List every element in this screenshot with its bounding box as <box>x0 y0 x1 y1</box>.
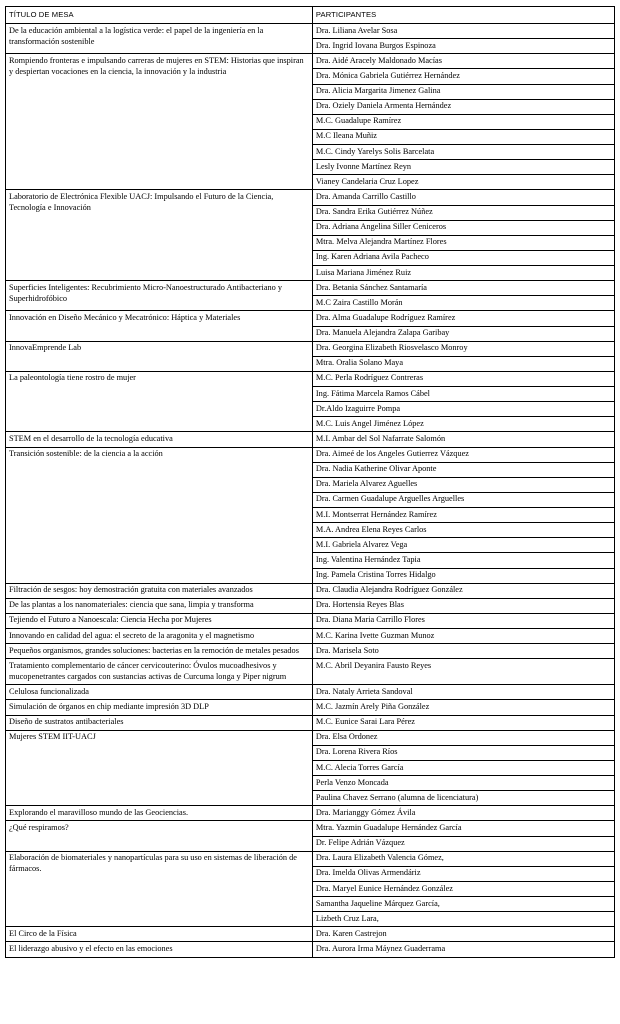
participant-name: Dra. Carmen Guadalupe Arguelles Arguelles <box>315 494 465 504</box>
participant-name: Dra. Claudia Alejandra Rodríguez González <box>315 585 463 595</box>
mesa-title-text: El Circo de la Física <box>9 928 77 938</box>
mesa-title-cell <box>6 190 313 281</box>
participant-cell <box>312 745 614 760</box>
participant-cell <box>312 700 614 715</box>
participant-cell <box>312 341 614 356</box>
mesa-title-cell <box>6 432 313 447</box>
table-row <box>6 700 615 715</box>
participant-cell <box>312 912 614 927</box>
table-row <box>6 806 615 821</box>
mesa-title-cell <box>6 644 313 659</box>
participant-cell <box>312 613 614 628</box>
participant-cell <box>312 54 614 69</box>
participant-cell <box>312 730 614 745</box>
participant-cell <box>312 776 614 791</box>
participant-name: Ing. Karen Adriana Avila Pacheco <box>315 252 429 262</box>
participant-cell <box>312 715 614 730</box>
participant-name: M.I. Montserrat Hernández Ramírez <box>315 509 437 519</box>
participant-name: M.I. Ambar del Sol Nafarrate Salomón <box>315 433 446 443</box>
participant-name: Dra. Karen Castrejon <box>315 928 387 938</box>
participant-cell <box>312 447 614 462</box>
mesa-title-text: Tejiendo el Futuro a Nanoescala: Ciencia Hecha por Mujeres <box>9 615 212 625</box>
mesa-title-cell <box>6 700 313 715</box>
participant-name: Dra. Ingrid Iovana Burgos Espinoza <box>315 40 436 50</box>
participant-name: Dra. Imelda Olivas Armendáriz <box>315 868 421 878</box>
table-row <box>6 341 615 356</box>
participant-cell <box>312 99 614 114</box>
participant-cell <box>312 538 614 553</box>
participant-cell <box>312 881 614 896</box>
participant-name: Dra. Laura Elizabeth Valencia Gómez, <box>315 853 444 863</box>
participant-name: Dra. Hortensia Reyes Blas <box>315 600 404 610</box>
participant-name: Dra. Diana Maria Carrillo Flores <box>315 615 425 625</box>
participant-name: M.A. Andrea Elena Reyes Carlos <box>315 524 427 534</box>
participant-name: Mtra. Melva Alejandra Martínez Flores <box>315 237 447 247</box>
participant-name: Dra. Mariela Alvarez Aguelles <box>315 479 418 489</box>
participant-name: Dra. Betania Sánchez Santamaría <box>315 282 427 292</box>
participant-name: Mtra. Yazmin Guadalupe Hernández García <box>315 823 462 833</box>
participant-cell <box>312 84 614 99</box>
participant-name: Dr. Felipe Adrián Vázquez <box>315 838 405 848</box>
mesa-title-cell <box>6 598 313 613</box>
participant-name: M.C. Luis Angel Jiménez López <box>315 418 424 428</box>
table-row <box>6 311 615 326</box>
participant-name: Samantha Jaqueline Márquez García, <box>315 898 440 908</box>
table-row <box>6 190 615 205</box>
participant-name: M.C Ileana Muñiz <box>315 131 377 141</box>
mesa-title-text: InnovaEmprende Lab <box>9 343 82 353</box>
participant-cell <box>312 205 614 220</box>
participant-cell <box>312 160 614 175</box>
mesa-title-text: STEM en el desarrollo de la tecnología educativa <box>9 433 173 443</box>
table-row <box>6 927 615 942</box>
participant-cell <box>312 402 614 417</box>
participant-name: Dra. Nataly Arrieta Sandoval <box>315 686 413 696</box>
mesa-title-cell <box>6 24 313 54</box>
mesa-title-cell <box>6 942 313 957</box>
participant-cell <box>312 659 614 685</box>
participant-cell <box>312 371 614 386</box>
table-row <box>6 54 615 69</box>
participant-cell <box>312 417 614 432</box>
participant-name: M.C. Abril Deyanira Fausto Reyes <box>315 660 432 670</box>
participant-cell <box>312 806 614 821</box>
participant-name: M.C Zaira Castillo Morán <box>315 297 403 307</box>
participant-cell <box>312 583 614 598</box>
participant-name: Luisa Mariana Jiménez Ruiz <box>315 267 412 277</box>
participant-cell <box>312 553 614 568</box>
participant-cell <box>312 190 614 205</box>
participant-name: Lesly Ivonne Martínez Reyn <box>315 161 412 171</box>
participant-cell <box>312 851 614 866</box>
participant-name: Dra. Mónica Gabriela Gutiérrez Hernández <box>315 70 460 80</box>
participant-name: M.C. Alecia Torres García <box>315 762 404 772</box>
table-row <box>6 629 615 644</box>
participant-cell <box>312 462 614 477</box>
mesa-title-text: ¿Qué respiramos? <box>9 823 69 833</box>
participant-cell <box>312 760 614 775</box>
mesa-title-cell <box>6 54 313 190</box>
participant-cell <box>312 114 614 129</box>
participant-name: Mtra. Oralia Solano Maya <box>315 358 404 368</box>
participant-name: M.C. Eunice Sarai Lara Pérez <box>315 717 415 727</box>
participant-cell <box>312 927 614 942</box>
participant-cell <box>312 866 614 881</box>
mesa-title-cell <box>6 447 313 583</box>
mesa-title-text: La paleontología tiene rostro de mujer <box>9 373 136 383</box>
column-header-titulo: TÍTULO DE MESA <box>6 7 313 24</box>
participant-name: Dra. Manuela Alejandra Zalapa Garibay <box>315 328 450 338</box>
table-row <box>6 685 615 700</box>
mesa-title-text: De las plantas a los nanomateriales: ciencia que sana, limpia y transforma <box>9 600 254 610</box>
participant-name: Dra. Aidé Aracely Maldonado Macías <box>315 55 442 65</box>
participant-cell <box>312 296 614 311</box>
participant-name: Dra. Nadia Katherine Olivar Aponte <box>315 464 437 474</box>
participant-cell <box>312 685 614 700</box>
table-header <box>6 7 615 24</box>
participant-name: Perla Venzo Moncada <box>315 777 389 787</box>
mesa-title-cell <box>6 851 313 927</box>
table-row <box>6 281 615 296</box>
mesa-title-cell <box>6 281 313 311</box>
table-row <box>6 942 615 957</box>
table-row <box>6 371 615 386</box>
mesa-title-text: Transición sostenible: de la ciencia a la acción <box>9 449 163 459</box>
column-header-participantes: PARTICIPANTES <box>312 7 614 24</box>
participant-name: M.I. Gabriela Alvarez Vega <box>315 539 408 549</box>
participant-cell <box>312 897 614 912</box>
mesa-title-text: Laboratorio de Electrónica Flexible UACJ: Impulsando el Futuro de la Ciencia, Tecnología e Innovación <box>9 191 274 212</box>
participant-name: Dra. Aimeé de los Angeles Gutierrez Vázquez <box>315 449 469 459</box>
participant-cell <box>312 235 614 250</box>
table-row <box>6 730 615 745</box>
mesa-title-cell <box>6 715 313 730</box>
participant-name: Dra. Amanda Carrillo Castillo <box>315 191 416 201</box>
mesa-title-cell <box>6 583 313 598</box>
table-body <box>6 24 615 958</box>
mesa-title-cell <box>6 806 313 821</box>
participant-name: Dra. Marianggy Gómez Ávila <box>315 807 416 817</box>
table-row <box>6 613 615 628</box>
mesa-title-text: Tratamiento complementario de cáncer cervicouterino: Óvulos mucoadhesivos y mucopenetrantes cargados con sustancias activas de Curcuma longa y Piper nigrum <box>9 660 287 681</box>
mesa-title-text: Diseño de sustratos antibacteriales <box>9 717 124 727</box>
participant-name: M.C. Perla Rodríguez Contreras <box>315 373 424 383</box>
participant-cell <box>312 432 614 447</box>
participant-name: Ing. Valentina Hernández Tapia <box>315 554 421 564</box>
participant-name: Dra. Elsa Ordonez <box>315 732 378 742</box>
participant-name: Ing. Fátima Marcela Ramos Cábel <box>315 388 430 398</box>
participant-cell <box>312 220 614 235</box>
participant-cell <box>312 24 614 39</box>
table-row <box>6 447 615 462</box>
mesa-title-cell <box>6 311 313 341</box>
participant-name: Ing. Pamela Cristina Torres Hidalgo <box>315 570 436 580</box>
participant-cell <box>312 477 614 492</box>
mesa-title-cell <box>6 685 313 700</box>
participant-cell <box>312 175 614 190</box>
participant-name: M.C. Guadalupe Ramírez <box>315 116 402 126</box>
participant-name: Dra. Aurora Irma Máynez Guaderrama <box>315 944 446 954</box>
mesa-title-cell <box>6 613 313 628</box>
participant-cell <box>312 836 614 851</box>
participant-cell <box>312 356 614 371</box>
mesa-title-text: Celulosa funcionalizada <box>9 686 89 696</box>
participant-cell <box>312 942 614 957</box>
participant-cell <box>312 387 614 402</box>
participant-cell <box>312 281 614 296</box>
participant-name: Dra. Alma Guadalupe Rodríguez Ramírez <box>315 312 456 322</box>
mesas-table <box>5 6 615 958</box>
participant-name: M.C. Karina Ivette Guzman Munoz <box>315 630 435 640</box>
mesa-title-text: Simulación de órganos en chip mediante impresión 3D DLP <box>9 702 209 712</box>
table-row <box>6 24 615 39</box>
participant-cell <box>312 39 614 54</box>
participant-name: M.C. Cindy Yarelys Solis Barcelata <box>315 146 435 156</box>
mesa-title-text: Mujeres STEM IIT-UACJ <box>9 732 96 742</box>
participant-name: Dra. Maryel Eunice Hernández González <box>315 883 453 893</box>
participant-cell <box>312 145 614 160</box>
mesa-title-cell <box>6 371 313 432</box>
participant-cell <box>312 644 614 659</box>
participant-cell <box>312 69 614 84</box>
participant-cell <box>312 821 614 836</box>
header-row <box>6 7 615 24</box>
participant-cell <box>312 326 614 341</box>
participant-name: Dra. Adriana Angelina Siller Ceniceros <box>315 222 447 232</box>
participant-name: M.C. Jazmín Arely Piña González <box>315 702 430 712</box>
table-row <box>6 659 615 685</box>
participant-cell <box>312 629 614 644</box>
mesa-title-text: Elaboración de biomateriales y nanopartículas para su uso en sistemas de liberación de fármacos. <box>9 853 297 874</box>
participant-cell <box>312 568 614 583</box>
mesa-title-text: Rompiendo fronteras e impulsando carreras de mujeres en STEM: Historias que inspiran y despiertan vocaciones en la ciencia, la innovación y la industria <box>9 55 304 76</box>
participant-cell <box>312 523 614 538</box>
participant-cell <box>312 266 614 281</box>
mesa-title-cell <box>6 659 313 685</box>
mesa-title-text: Explorando el maravilloso mundo de las Geociencias. <box>9 807 189 817</box>
participant-name: Lizbeth Cruz Lara, <box>315 913 379 923</box>
mesa-title-cell <box>6 730 313 806</box>
participant-name: Dra. Alicia Margarita Jimenez Galina <box>315 86 441 96</box>
table-row <box>6 432 615 447</box>
participant-name: Dra. Marisela Soto <box>315 645 379 655</box>
mesa-title-text: Innovando en calidad del agua: el secreto de la aragonita y el magnetismo <box>9 630 255 640</box>
table-row <box>6 583 615 598</box>
mesa-title-cell <box>6 341 313 371</box>
table-row <box>6 598 615 613</box>
mesa-title-cell <box>6 629 313 644</box>
participant-cell <box>312 492 614 507</box>
table-row <box>6 644 615 659</box>
participant-cell <box>312 250 614 265</box>
mesa-title-text: Filtración de sesgos: hoy demostración gratuita con materiales avanzados <box>9 585 253 595</box>
participant-cell <box>312 311 614 326</box>
participant-name: Dra. Oziely Daniela Armenta Hernández <box>315 101 452 111</box>
participant-cell <box>312 598 614 613</box>
mesa-title-text: De la educación ambiental a la logística verde: el papel de la ingeniería en la transformación sostenible <box>9 25 264 46</box>
participant-cell <box>312 129 614 144</box>
participant-name: Vianey Candelaria Cruz Lopez <box>315 176 419 186</box>
participant-name: Dra. Lorena Rivera Ríos <box>315 747 398 757</box>
participant-name: Dra. Sandra Erika Gutiérrez Núñez <box>315 207 433 217</box>
mesa-title-cell <box>6 927 313 942</box>
participant-name: Dra. Liliana Avelar Sosa <box>315 25 398 35</box>
mesa-title-text: Innovación en Diseño Mecánico y Mecatrónico: Háptica y Materiales <box>9 312 241 322</box>
participant-name: Dr.Aldo Izaguirre Pompa <box>315 403 401 413</box>
participant-name: Paulina Chavez Serrano (alumna de licenciatura) <box>315 792 479 802</box>
table-row <box>6 715 615 730</box>
participant-cell <box>312 508 614 523</box>
mesa-title-text: Superficies Inteligentes: Recubrimiento Micro-Nanoestructurado Antibacteriano y Superhidrofóbico <box>9 282 283 303</box>
table-row <box>6 821 615 836</box>
participant-cell <box>312 791 614 806</box>
table-row <box>6 851 615 866</box>
mesa-title-text: Pequeños organismos, grandes soluciones: bacterias en la remoción de metales pesados <box>9 645 299 655</box>
participant-name: Dra. Georgina Elizabeth Riosvelasco Monroy <box>315 343 468 353</box>
mesa-title-text: El liderazgo abusivo y el efecto en las emociones <box>9 944 173 954</box>
mesa-title-cell <box>6 821 313 851</box>
